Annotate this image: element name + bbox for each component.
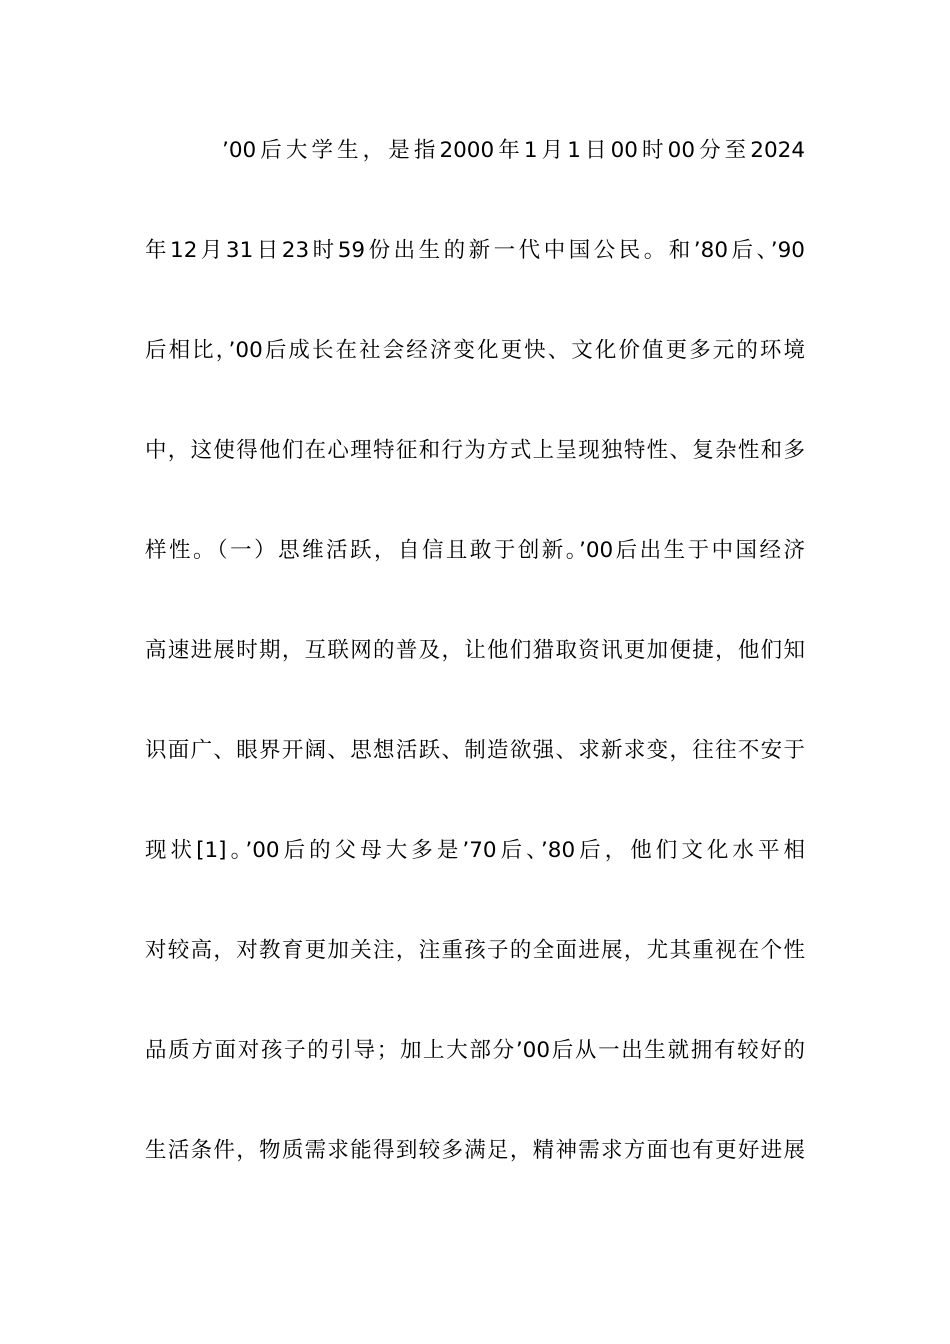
paragraph-line-4: 中，这使得他们在心理特征和行为方式上呈现独特性、复杂性和多 <box>145 438 805 463</box>
paragraph-line-7: 识面广、眼界开阔、思想活跃、制造欲强、求新求变，往往不安于 <box>145 738 805 763</box>
paragraph-line-2: 年12月31日23时59份出生的新一代中国公民。和’80后、’90 <box>145 238 805 263</box>
paragraph-line-1: ’00后大学生，是指2000年1月1日00时00分至2024 <box>222 138 805 163</box>
paragraph-line-9: 对较高，对教育更加关注，注重孩子的全面进展，尤其重视在个性 <box>145 938 805 963</box>
paragraph-line-6: 高速进展时期，互联网的普及，让他们猎取资讯更加便捷，他们知 <box>145 638 805 663</box>
paragraph-line-3: 后相比，’00后成长在社会经济变化更快、文化价值更多元的环境 <box>145 338 805 363</box>
paragraph-line-11: 生活条件，物质需求能得到较多满足，精神需求方面也有更好进展 <box>145 1138 805 1163</box>
paragraph-line-8: 现状[1]。’00后的父母大多是’70后、’80后，他们文化水平相 <box>145 838 805 863</box>
paragraph-line-5: 样性。（一）思维活跃，自信且敢于创新。’00后出生于中国经济 <box>145 538 805 563</box>
paragraph-line-10: 品质方面对孩子的引导；加上大部分’00后从一出生就拥有较好的 <box>145 1038 805 1063</box>
